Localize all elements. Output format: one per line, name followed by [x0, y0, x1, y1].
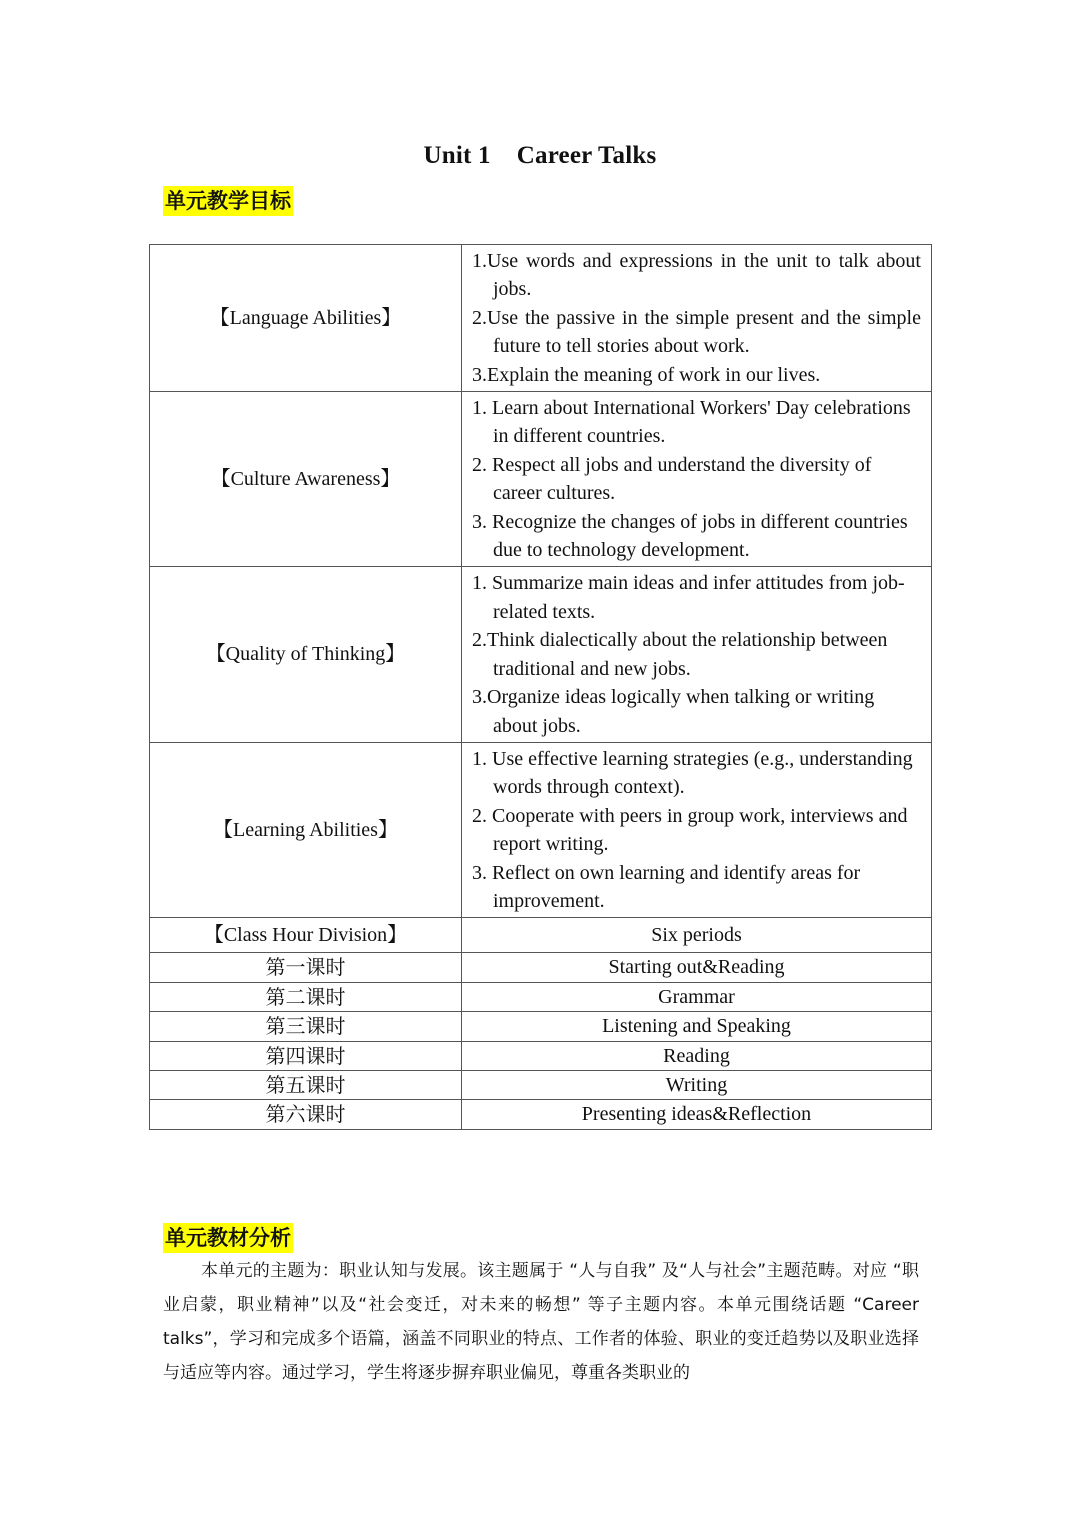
period-content: Reading: [462, 1041, 932, 1070]
period-name: 第一课时: [150, 953, 462, 982]
period-name: 第四课时: [150, 1041, 462, 1070]
objective-item: 2. Cooperate with peers in group work, interviews and report writing.: [472, 804, 908, 856]
objective-row-thinking: [150, 567, 932, 742]
period-row: [150, 1041, 932, 1070]
objective-label: 【Quality of Thinking】: [150, 567, 462, 742]
period-row: [150, 1100, 932, 1129]
objective-items: [472, 745, 921, 915]
objective-label: 【Language Abilities】: [150, 245, 462, 392]
section-heading-material-analysis: 单元教材分析: [163, 1223, 293, 1253]
period-name: 第二课时: [150, 982, 462, 1011]
unit-number: Unit 1: [423, 142, 491, 169]
period-content: Listening and Speaking: [462, 1012, 932, 1041]
period-row: [150, 1012, 932, 1041]
period-row: [150, 1070, 932, 1099]
class-hour-row: [150, 918, 932, 953]
unit-name: Career Talks: [516, 142, 657, 169]
period-row: [150, 982, 932, 1011]
analysis-paragraph: 本单元的主题为：职业认知与发展。该主题属于 “人与自我” 及“人与社会”主题范畴。对应 “职业启蒙，职业精神”以及“社会变迁，对未来的畅想” 等子主题内容。本单元围绕话题 “Career talks”，学习和完成多个语篇，涵盖不同职业的特点、工作者的体验、职业的变迁趋势以及职业选择与适应等内容。通过学习，学生将逐步摒弃职业偏见，尊重各类职业的: [163, 1261, 919, 1383]
class-hour-label: 【Class Hour Division】: [150, 918, 462, 953]
period-name: 第六课时: [150, 1100, 462, 1129]
objective-item: 2. Respect all jobs and understand the diversity of career cultures.: [472, 453, 872, 505]
period-content: Starting out&Reading: [462, 953, 932, 982]
section-heading-teaching-objectives: 单元教学目标: [163, 186, 293, 216]
objective-item: 3.Organize ideas logically when talking or writing about jobs.: [472, 686, 875, 737]
period-content: Grammar: [462, 982, 932, 1011]
objective-item: 3. Reflect on own learning and identify areas for improvement.: [472, 861, 861, 912]
objective-item: 1.Use words and expressions in the unit to talk about jobs.: [472, 250, 921, 301]
objective-label: 【Culture Awareness】: [150, 392, 462, 567]
period-content: Writing: [462, 1070, 932, 1099]
objective-item: 1. Summarize main ideas and infer attitudes from job-related texts.: [472, 572, 905, 623]
objective-row-culture: [150, 392, 932, 567]
objective-items: [472, 247, 921, 389]
objective-row-learning: [150, 742, 932, 917]
class-hour-value: Six periods: [462, 918, 932, 953]
objectives-table: [149, 244, 932, 1130]
objective-item: 3. Recognize the changes of jobs in different countries due to technology development.: [472, 510, 908, 562]
period-row: [150, 953, 932, 982]
period-name: 第五课时: [150, 1070, 462, 1099]
objective-item: 3.Explain the meaning of work in our lives.: [472, 363, 821, 386]
objective-item: 2.Use the passive in the simple present and the simple future to tell stories about work.: [472, 306, 921, 358]
objective-row-language: [150, 245, 932, 392]
objective-items: [472, 569, 921, 739]
period-content: Presenting ideas&Reflection: [462, 1100, 932, 1129]
page-title: [0, 142, 1080, 170]
objective-label: 【Learning Abilities】: [150, 742, 462, 917]
period-name: 第三课时: [150, 1012, 462, 1041]
objective-items: [472, 394, 921, 564]
objective-item: 2.Think dialectically about the relationship between traditional and new jobs.: [472, 629, 888, 680]
objective-item: 1. Learn about International Workers' Day celebrations in different countries.: [472, 397, 911, 448]
objective-item: 1. Use effective learning strategies (e.g., understanding words through context).: [472, 747, 913, 799]
